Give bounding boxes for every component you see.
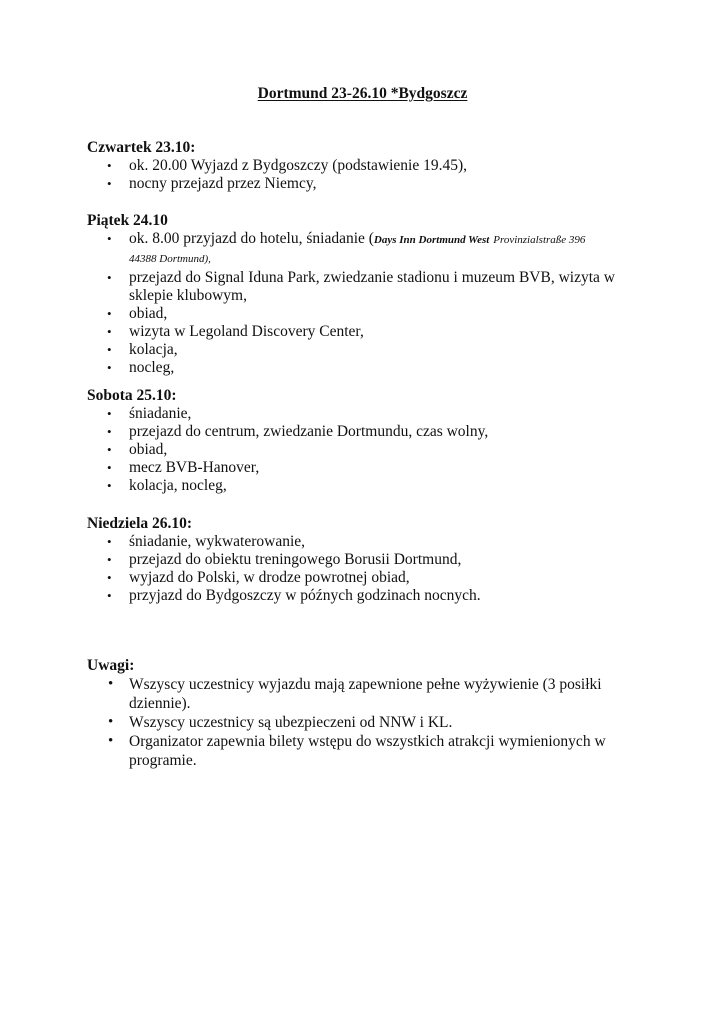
list-item: • wyjazd do Polski, w drodze powrotnej obiad, [107, 569, 410, 586]
bullet-icon: • [107, 406, 112, 421]
bullet-icon: • [107, 534, 112, 549]
day-section-saturday [87, 387, 647, 495]
document-title: Dortmund 23-26.10 *Bydgoszcz [257, 85, 468, 102]
bullet-icon: • [107, 342, 112, 357]
bullet-icon: • [107, 231, 112, 246]
hotel-address-line-2: 44388 Dortmund), [129, 253, 211, 265]
bullet-icon: • [107, 360, 112, 375]
list-item: • kolacja, [107, 341, 178, 358]
bullet-icon: • [107, 478, 112, 493]
hotel-address: Provinzialstraße 396 [493, 234, 586, 246]
note-item: • Wszyscy uczestnicy wyjazdu mają zapewnione pełne wyżywienie (3 posiłki dziennie). [108, 676, 602, 712]
list-item: • śniadanie, wykwaterowanie, [107, 533, 306, 550]
day-heading: Czwartek 23.10: [87, 139, 196, 156]
day-heading: Sobota 25.10: [87, 387, 177, 404]
day-section-friday [87, 212, 647, 377]
list-item: • ok. 8.00 przyjazd do hotelu, śniadanie (Days Inn Dortmund West Provinzialstraße 396 44388 Dortmund), [107, 230, 586, 265]
list-item: • wizyta w Legoland Discovery Center, [107, 323, 364, 340]
bullet-icon: • [107, 460, 112, 475]
bullet-icon: • [107, 442, 112, 457]
day-heading: Niedziela 26.10: [87, 515, 193, 532]
list-item: • ok. 20.00 Wyjazd z Bydgoszczy (podstawienie 19.45), [107, 157, 467, 174]
day-heading: Piątek 24.10 [87, 212, 168, 229]
bullet-icon: • [107, 306, 112, 321]
bullet-icon: • [108, 714, 114, 730]
list-item: • obiad, [107, 441, 168, 458]
day-item-list [87, 230, 647, 377]
bullet-icon: • [107, 324, 112, 339]
bullet-icon: • [107, 270, 112, 285]
bullet-icon: • [108, 733, 114, 749]
list-item: • kolacja, nocleg, [107, 477, 227, 494]
notes-heading: Uwagi: [87, 657, 135, 674]
day-item-list [87, 405, 647, 495]
notes-list [87, 675, 647, 770]
bullet-icon: • [107, 588, 112, 603]
list-item: • obiad, [107, 305, 168, 322]
list-item: • przyjazd do Bydgoszczy w późnych godzinach nocnych. [107, 587, 481, 604]
bullet-icon: • [108, 676, 114, 692]
list-item: • śniadanie, [107, 405, 192, 422]
notes-section [87, 657, 647, 770]
list-item: • przejazd do centrum, zwiedzanie Dortmundu, czas wolny, [107, 423, 489, 440]
day-section-sunday [87, 515, 647, 605]
day-item-list [87, 533, 647, 605]
bullet-icon: • [107, 552, 112, 567]
bullet-icon: • [107, 158, 112, 173]
bullet-icon: • [107, 570, 112, 585]
day-item-list [87, 157, 647, 193]
hotel-name: Days Inn Dortmund West [373, 234, 490, 246]
list-item: • nocny przejazd przez Niemcy, [107, 175, 317, 192]
list-item: • nocleg, [107, 359, 175, 376]
day-section-thursday [87, 139, 647, 193]
bullet-icon: • [107, 424, 112, 439]
note-item: • Wszyscy uczestnicy są ubezpieczeni od NNW i KL. [108, 714, 453, 731]
list-item: • przejazd do Signal Iduna Park, zwiedzanie stadionu i muzeum BVB, wizyta w sklepie klubowym, [107, 269, 615, 304]
list-item: • mecz BVB-Hanover, [107, 459, 260, 476]
note-item: • Organizator zapewnia bilety wstępu do wszystkich atrakcji wymienionych w programie. [108, 733, 606, 769]
list-item: • przejazd do obiektu treningowego Borusii Dortmund, [107, 551, 462, 568]
bullet-icon: • [107, 176, 112, 191]
